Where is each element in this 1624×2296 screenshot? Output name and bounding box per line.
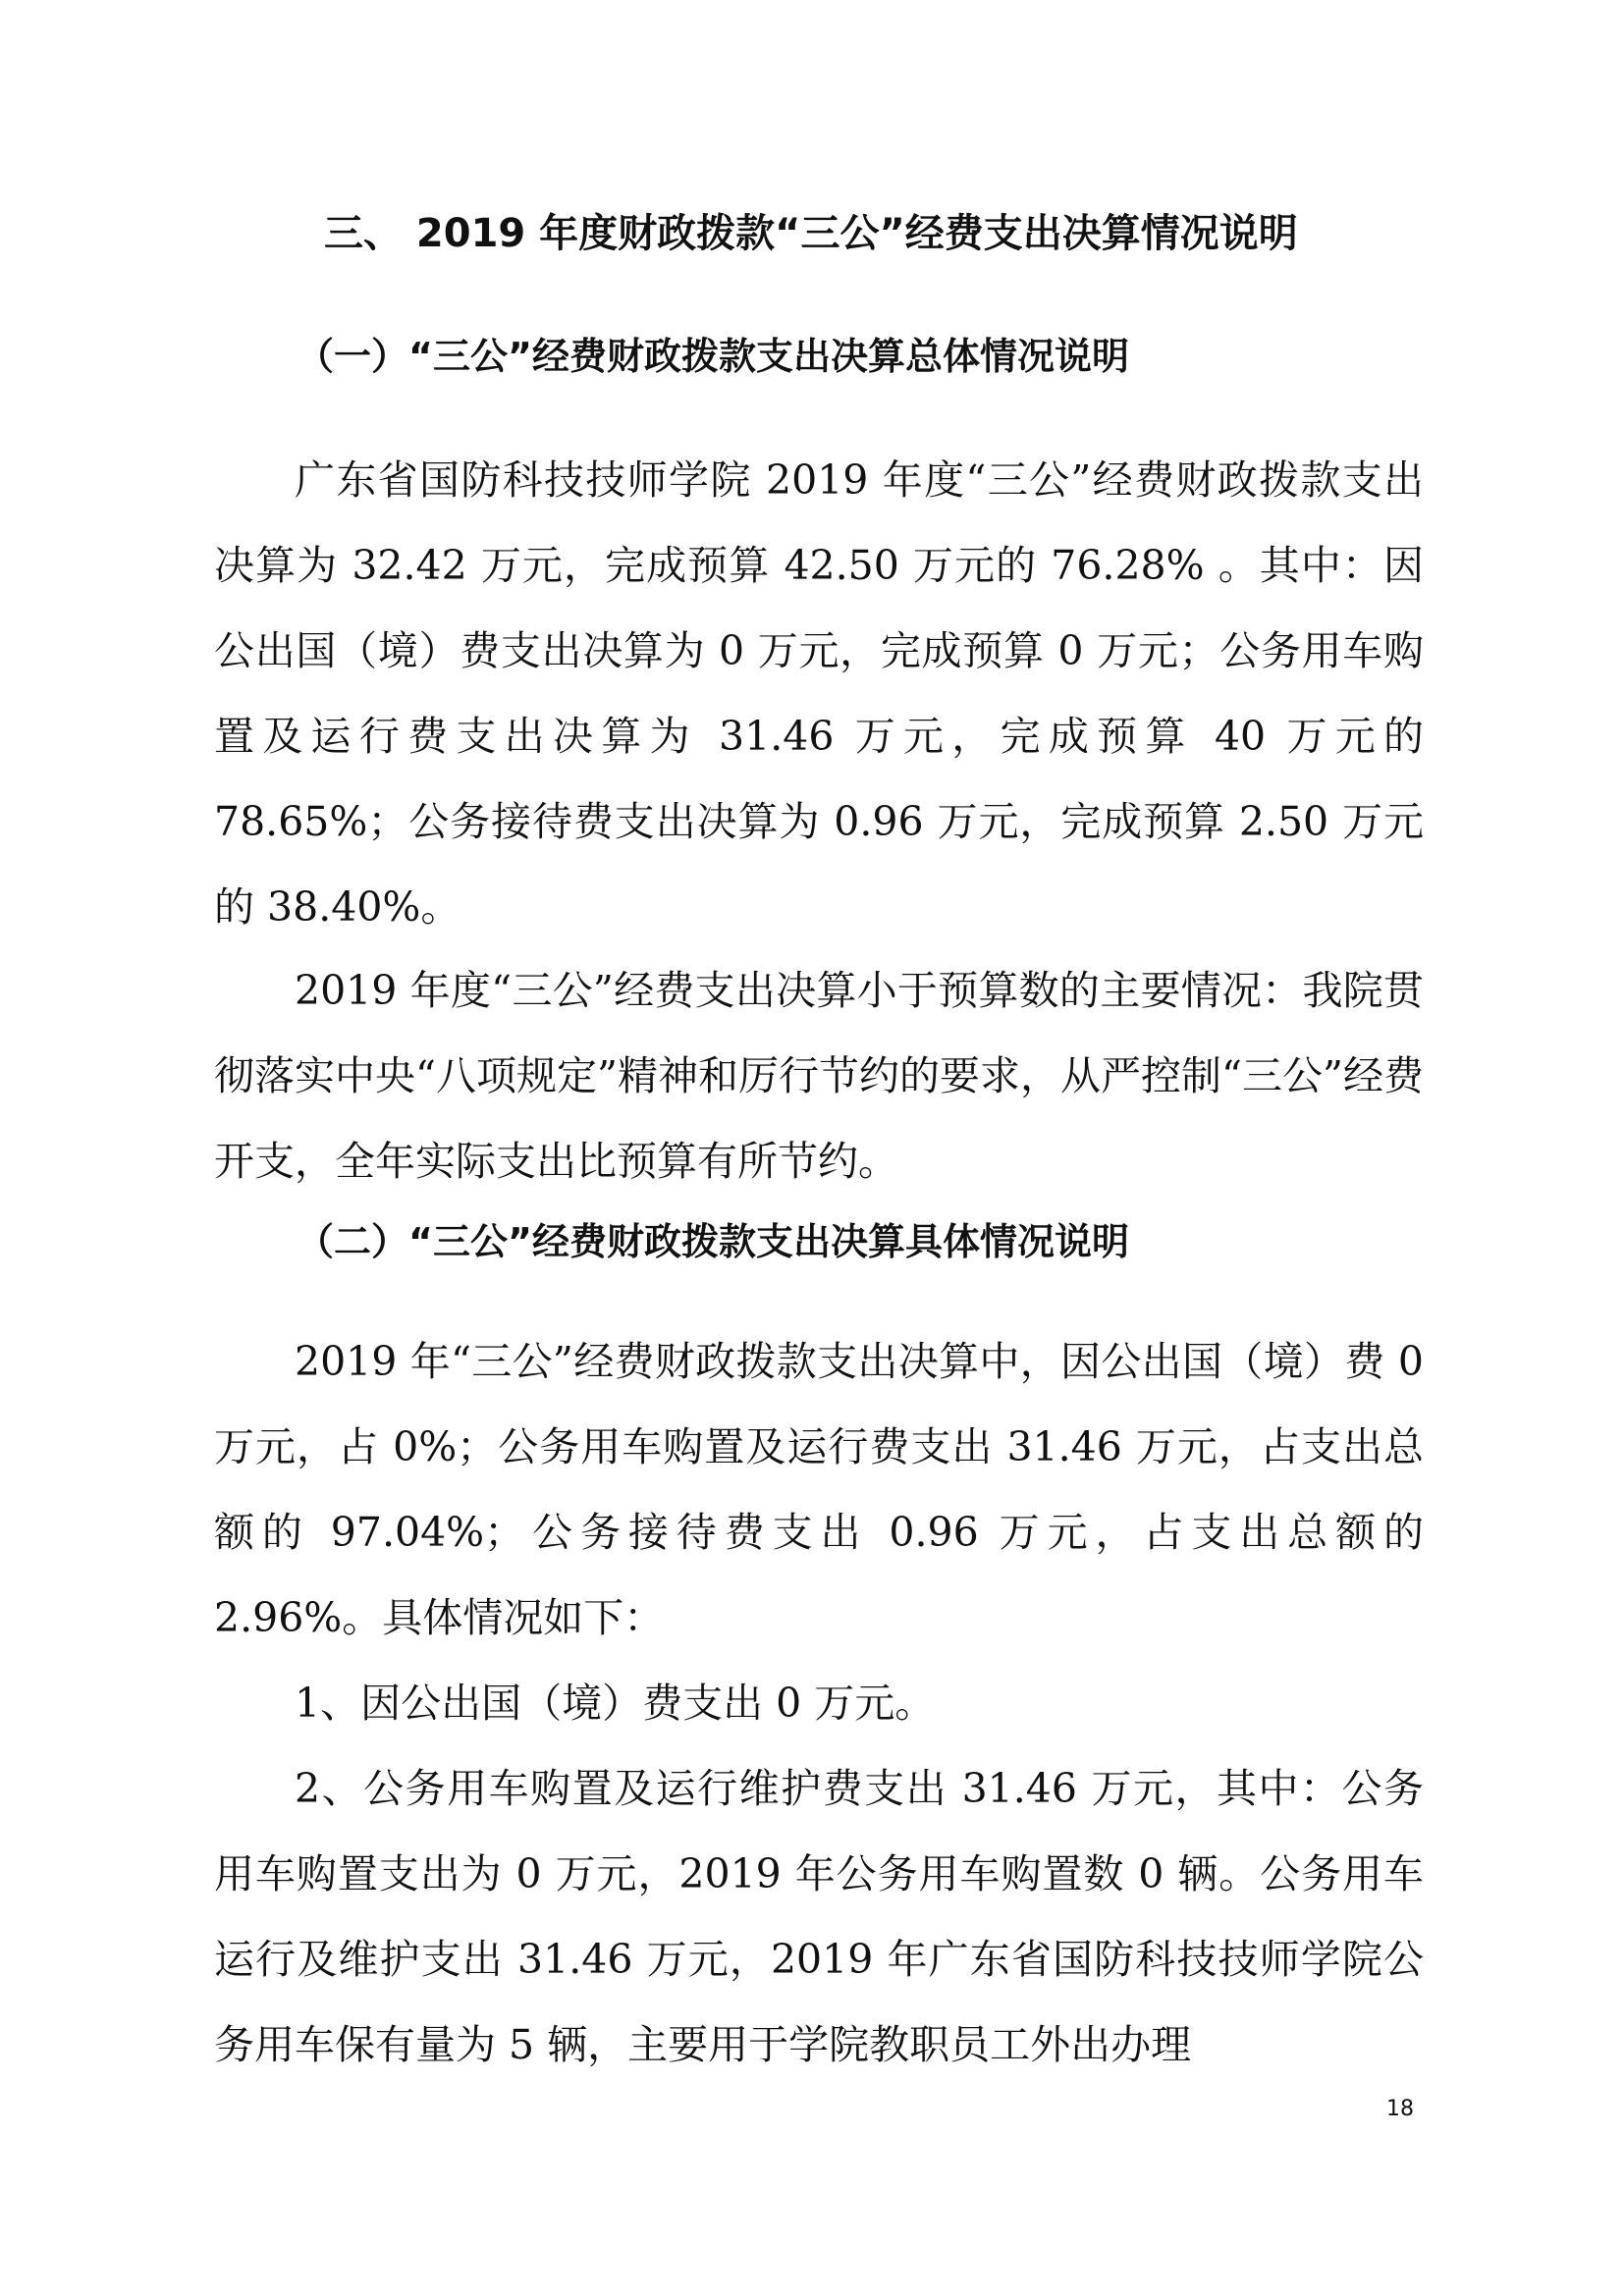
section-title: 三、 2019 年度财政拨款“三公”经费支出决算情况说明 <box>324 211 1298 256</box>
paragraph-detail-summary: 2019 年“三公”经费财政拨款支出决算中，因公出国（境）费 0 万元，占 0%；公务用车购置及运行费支出 31.46 万元，占支出总额的 97.04%；公务接待费支出 0.96 万元，占支出总额的 2.96%。具体情况如下： <box>214 1338 1424 1641</box>
paragraph-item-2: 2、公务用车购置及运行维护费支出 31.46 万元，其中：公务用车购置支出为 0 万元，2019 年公务用车购置数 0 辆。公务用车运行及维护支出 31.46 万元，2019 年广东省国防科技技师学院公务用车保有量为 5 辆，主要用于学院教职员工外出办理 <box>214 1765 1424 2068</box>
paragraph-overall-summary: 广东省国防科技技师学院 2019 年度“三公”经费财政拨款支出决算为 32.42 万元，完成预算 42.50 万元的 76.28% 。其中：因公出国（境）费支出决算为 0 万元，完成预算 0 万元；公务用车购置及运行费支出决算为 31.46 万元，完成预算 40 万元的 78.65%；公务接待费支出决算为 0.96 万元，完成预算 2.50 万元的 38.40%。 <box>214 456 1424 931</box>
page-number: 18 <box>1386 2097 1414 2121</box>
paragraph-item-1: 1、因公出国（境）费支出 0 万元。 <box>295 1680 936 1727</box>
subsection-heading-2: （二）“三公”经费财政拨款支出决算具体情况说明 <box>297 1220 1129 1263</box>
subsection-heading-1: （一）“三公”经费财政拨款支出决算总体情况说明 <box>297 335 1129 378</box>
paragraph-budget-explanation: 2019 年度“三公”经费支出决算小于预算数的主要情况：我院贯彻落实中央“八项规定”精神和厉行节约的要求，从严控制“三公”经费开支，全年实际支出比预算有所节约。 <box>214 967 1424 1185</box>
